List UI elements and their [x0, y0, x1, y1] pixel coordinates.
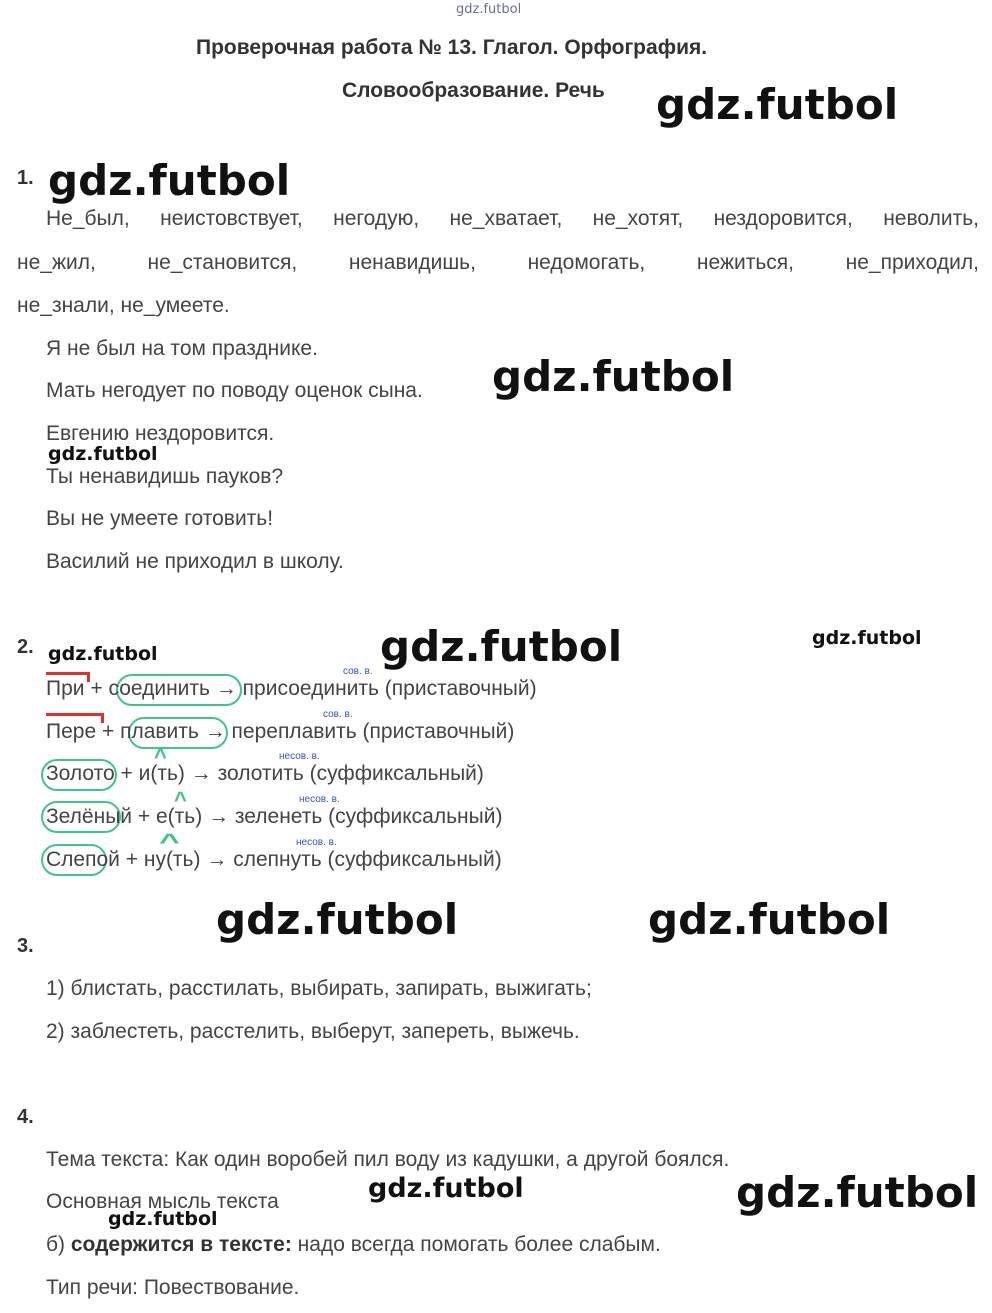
- word: неистовствует,: [160, 207, 303, 230]
- result: зеленеть (суффиксальный): [234, 805, 503, 828]
- arrow: →: [204, 720, 226, 743]
- watermark-small: gdz.futbol: [48, 443, 158, 465]
- task4-speech-type: Тип речи: Повествование.: [46, 1276, 300, 1299]
- word: ненавидишь,: [348, 251, 476, 274]
- sentence: Вы не умеете готовить!: [46, 507, 274, 530]
- base: Золото: [46, 762, 115, 785]
- base: Зелёный: [46, 805, 133, 828]
- arrow: →: [190, 762, 212, 785]
- task4-number: 4.: [17, 1106, 34, 1128]
- watermark: gdz.futbol: [380, 622, 623, 671]
- task2-number: 2.: [17, 636, 34, 658]
- plus: +: [137, 805, 151, 828]
- word: нездоровится,: [713, 207, 853, 230]
- watermark: gdz.futbol: [492, 352, 735, 401]
- result: золотить (суффиксальный): [217, 762, 484, 785]
- aspect-label: несов. в.: [279, 751, 320, 762]
- task1-number: 1.: [17, 167, 34, 189]
- answer-text: надо всегда помогать более слабым.: [297, 1233, 661, 1256]
- derivation-row: [46, 762, 484, 786]
- answer-bold: содержится в тексте:: [70, 1233, 292, 1256]
- sentence: Я не был на том празднике.: [46, 337, 318, 360]
- suffix: и(ть): [138, 762, 185, 785]
- task1-row1: [46, 207, 979, 231]
- watermark-small: gdz.futbol: [368, 1173, 524, 1204]
- arrow: →: [208, 805, 230, 828]
- word: не_становится,: [147, 251, 298, 274]
- watermark: gdz.futbol: [736, 1168, 979, 1217]
- derivation-row: [46, 677, 537, 701]
- watermark-small: gdz.futbol: [812, 627, 922, 649]
- task3-line2: 2) заблестеть, расстелить, выберут, запереть, выжечь.: [46, 1020, 580, 1043]
- word: нежиться,: [696, 251, 794, 274]
- aspect-label: сов. в.: [343, 666, 373, 677]
- sentence: Василий не приходил в школу.: [46, 550, 344, 573]
- derivation-row: [46, 848, 502, 872]
- word: не_жил,: [17, 251, 96, 274]
- arrow: →: [215, 677, 237, 700]
- aspect-label: несов. в.: [296, 837, 337, 848]
- watermark-top: gdz.futbol: [456, 2, 522, 17]
- task4-theme: Тема текста: Как один воробей пил воду из кадушки, а другой боялся.: [46, 1148, 730, 1171]
- task1-row2: [17, 251, 979, 275]
- task4-answer-b: [46, 1233, 661, 1257]
- derivation-row: [46, 720, 514, 744]
- derivation-row: [46, 805, 502, 829]
- watermark-small: gdz.futbol: [108, 1208, 218, 1230]
- word: не_приходил,: [845, 251, 979, 274]
- result: переплавить (приставочный): [231, 720, 515, 743]
- arrow: →: [206, 848, 228, 871]
- watermark-small: gdz.futbol: [48, 643, 158, 665]
- word: негодую,: [333, 207, 420, 230]
- suffix-caret-icon: ^: [159, 829, 180, 854]
- plus: +: [120, 762, 133, 785]
- plus: +: [101, 720, 115, 743]
- answer-marker: б): [46, 1233, 66, 1256]
- watermark: gdz.futbol: [656, 80, 899, 129]
- result: присоединить (приставочный): [242, 677, 537, 700]
- word: не_хотят,: [592, 207, 684, 230]
- word: неволить,: [883, 207, 979, 230]
- sentence: Ты ненавидишь пауков?: [46, 465, 284, 488]
- base: Слепой: [46, 848, 120, 871]
- plus: +: [125, 848, 138, 871]
- prefix: Пере: [46, 720, 97, 743]
- sentence: Евгению нездоровится.: [46, 422, 275, 445]
- word: недомогать,: [527, 251, 646, 274]
- aspect-label: сов. в.: [323, 709, 353, 720]
- suffix: ну(ть): [143, 848, 201, 871]
- plus: +: [90, 677, 103, 700]
- page-title-line1: Проверочная работа № 13. Глагол. Орфография.: [196, 36, 708, 59]
- result: слепнуть (суффиксальный): [233, 848, 502, 871]
- base: плавить: [120, 720, 199, 743]
- word: Не_был,: [46, 207, 130, 230]
- suffix: е(ть): [155, 805, 203, 828]
- task1-row3: не_знали, не_умеете.: [17, 294, 230, 317]
- aspect-label: несов. в.: [299, 794, 340, 805]
- suffix-caret-icon: ^: [154, 744, 167, 769]
- watermark: gdz.futbol: [48, 156, 291, 205]
- word: не_хватает,: [449, 207, 563, 230]
- task3-line1: 1) блистать, расстилать, выбирать, запирать, выжигать;: [46, 977, 592, 1000]
- task3-number: 3.: [17, 935, 34, 957]
- watermark: gdz.futbol: [648, 895, 891, 944]
- watermark: gdz.futbol: [216, 895, 459, 944]
- prefix: При: [46, 677, 85, 700]
- task4-main-idea: Основная мысль текста: [46, 1190, 279, 1213]
- sentence: Мать негодует по поводу оценок сына.: [46, 379, 423, 402]
- suffix-caret-icon: ^: [174, 787, 187, 812]
- base: соединить: [108, 677, 210, 700]
- page-title-line2: Словообразование. Речь: [342, 79, 605, 102]
